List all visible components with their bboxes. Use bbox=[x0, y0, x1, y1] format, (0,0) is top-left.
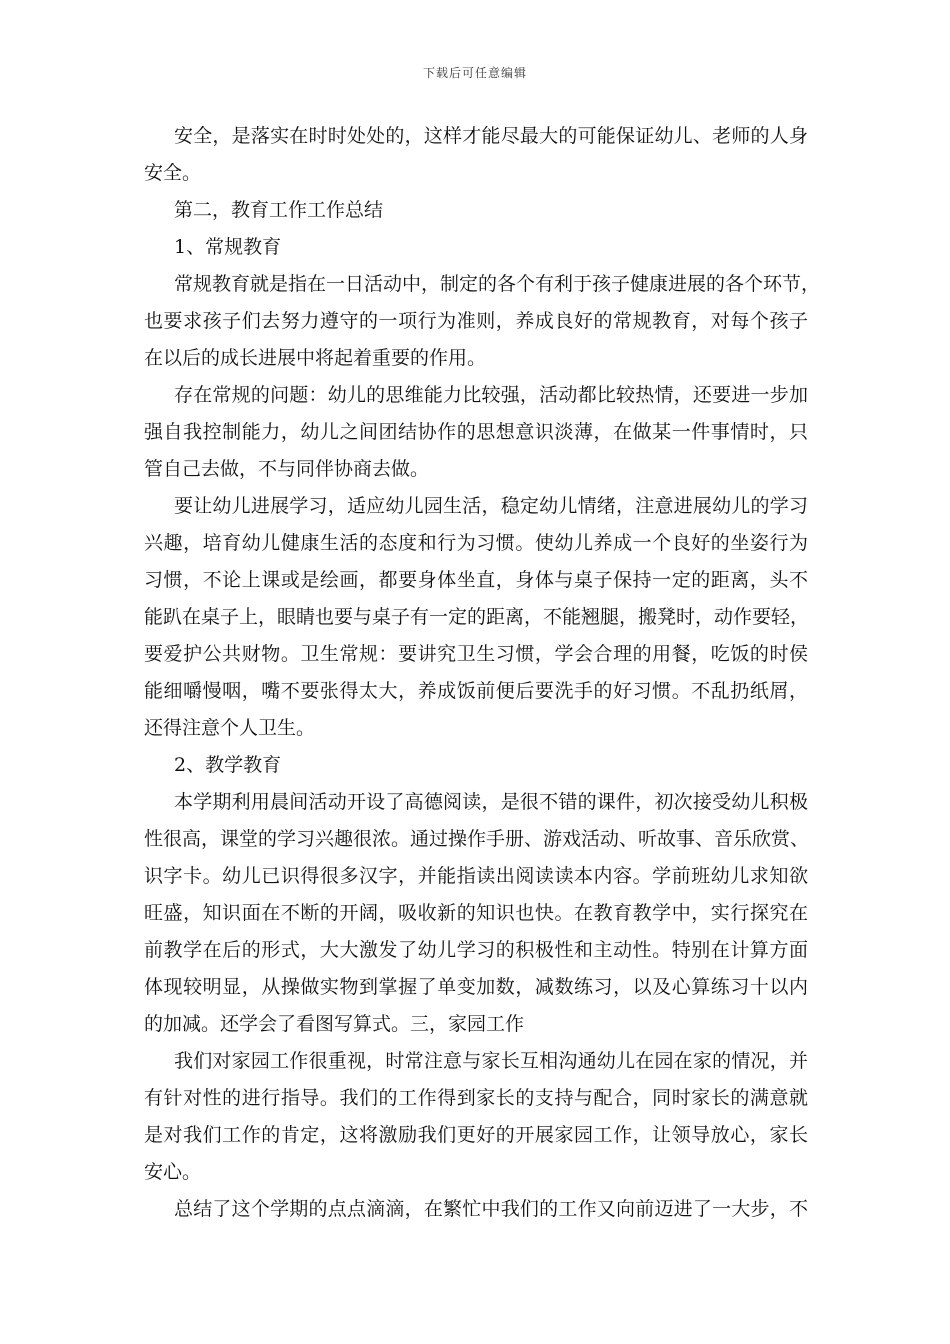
text-line: 能趴在桌子上，眼睛也要与桌子有一定的距离，不能翘腿，搬凳时，动作要轻， bbox=[144, 606, 810, 628]
text-line: 常规教育就是指在一日活动中，制定的各个有利于孩子健康进展的各个环节， bbox=[174, 273, 821, 295]
text-line: 本学期利用晨间活动开设了高德阅读，是很不错的课件，初次接受幼儿积极 bbox=[174, 791, 808, 813]
text-line: 管自己去做，不与同伴协商去做。 bbox=[144, 458, 430, 480]
document-body bbox=[144, 118, 821, 1228]
text-line: 强自我控制能力，幼儿之间团结协作的思想意识淡薄，在做某一件事情时，只 bbox=[144, 421, 808, 443]
page-header: 下载后可任意编辑 bbox=[422, 66, 527, 80]
text-line: 我们对家园工作很重视，时常注意与家长互相沟通幼儿在园在家的情况，并 bbox=[174, 1050, 808, 1072]
text-line: 安心。 bbox=[144, 1161, 202, 1183]
text-line: 前教学在后的形式，大大激发了幼儿学习的积极性和主动性。特别在计算方面 bbox=[144, 939, 808, 961]
text-line: 在以后的成长进展中将起着重要的作用。 bbox=[144, 347, 487, 369]
text-line: 总结了这个学期的点点滴滴，在繁忙中我们的工作又向前迈进了一大步，不 bbox=[174, 1198, 808, 1220]
text-line: 性很高，课堂的学习兴趣很浓。通过操作手册、游戏活动、听故事、音乐欣赏、 bbox=[144, 828, 810, 850]
text-line: 要让幼儿进展学习，适应幼儿园生活，稳定幼儿情绪，注意进展幼儿的学习 bbox=[174, 495, 808, 517]
text-line: 兴趣，培育幼儿健康生活的态度和行为习惯。使幼儿养成一个良好的坐姿行为 bbox=[144, 532, 808, 554]
text-line: 要爱护公共财物。卫生常规：要讲究卫生习惯，学会合理的用餐，吃饭的时侯 bbox=[144, 643, 808, 665]
subsection-heading: 1、常规教育 bbox=[174, 236, 282, 258]
text-line: 体现较明显，从操做实物到掌握了单变加数，减数练习，以及心算练习十以内 bbox=[144, 976, 808, 998]
text-line: 的加减。还学会了看图写算式。三，家园工作 bbox=[144, 1013, 525, 1035]
text-line: 习惯，不论上课或是绘画，都要身体坐直，身体与桌子保持一定的距离，头不 bbox=[144, 569, 808, 591]
text-line: 能细嚼慢咽，嘴不要张得太大，养成饭前便后要洗手的好习惯。不乱扔纸屑， bbox=[144, 680, 808, 702]
section-heading: 第二，教育工作工作总结 bbox=[174, 199, 384, 221]
text-line: 有针对性的进行指导。我们的工作得到家长的支持与配合，同时家长的满意就 bbox=[144, 1087, 808, 1109]
text-line: 旺盛，知识面在不断的开阔，吸收新的知识也快。在教育教学中，实行探究在 bbox=[144, 902, 808, 924]
text-line: 识字卡。幼儿已识得很多汉字，并能指读出阅读读本内容。学前班幼儿求知欲 bbox=[144, 865, 808, 887]
text-line: 是对我们工作的肯定，这将激励我们更好的开展家园工作，让领导放心，家长 bbox=[144, 1124, 808, 1146]
subsection-heading: 2、教学教育 bbox=[174, 754, 282, 776]
text-line: 存在常规的问题：幼儿的思维能力比较强，活动都比较热情，还要进一步加 bbox=[174, 384, 808, 406]
text-line: 也要求孩子们去努力遵守的一项行为准则，养成良好的常规教育，对每个孩子 bbox=[144, 310, 808, 332]
text-line: 还得注意个人卫生。 bbox=[144, 717, 316, 739]
text-line: 安全，是落实在时时处处的，这样才能尽最大的可能保证幼儿、老师的人身 bbox=[174, 125, 808, 147]
text-line: 安全。 bbox=[144, 162, 202, 184]
